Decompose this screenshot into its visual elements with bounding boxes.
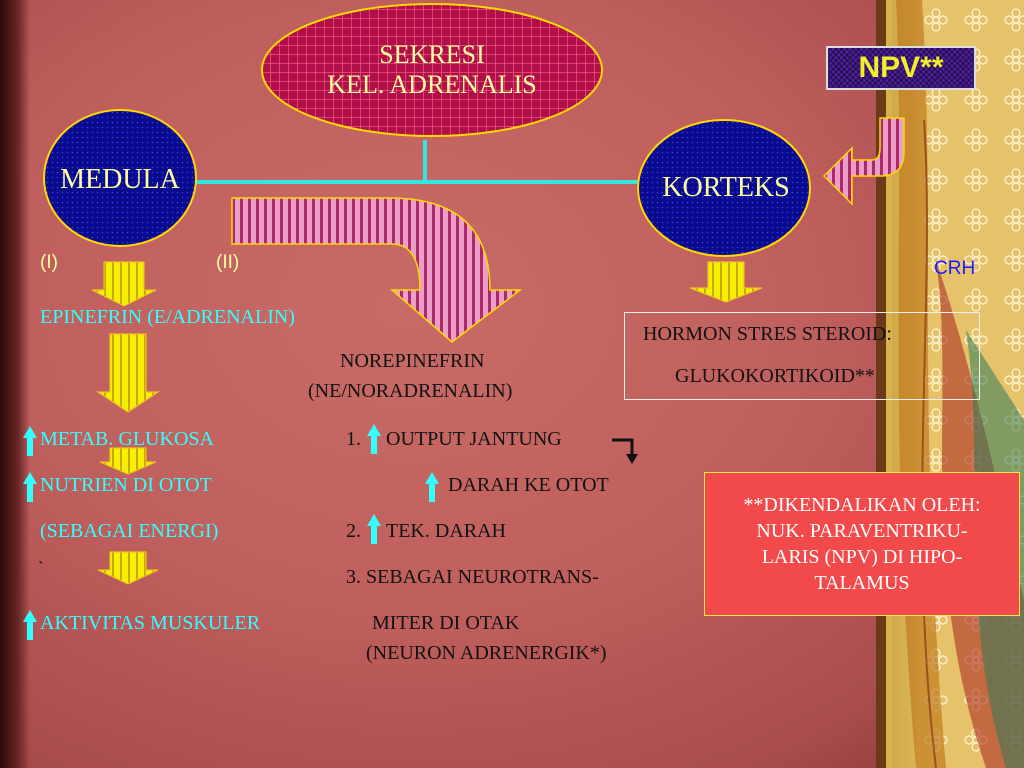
up-arrow-metab-icon	[23, 426, 37, 456]
backtick-mark: `	[38, 558, 44, 578]
neurotransmiter-line2: MITER DI OTAK	[372, 612, 520, 634]
bracket-arrowhead-icon	[626, 454, 638, 464]
effect-number-2: 2.	[346, 520, 361, 542]
sebagai-energi: (SEBAGAI ENERGI)	[40, 520, 219, 542]
npv-note-box	[704, 472, 1020, 616]
norepinefrin-line2: (NE/NORADRENALIN)	[308, 380, 513, 402]
note-line4: TALAMUS	[814, 572, 910, 594]
up-arrow-tek-icon	[367, 514, 381, 544]
npv-label: NPV**	[858, 51, 944, 84]
hormon-line1: HORMON STRES STEROID:	[643, 323, 892, 345]
curved-arrow-npv-to-korteks	[824, 118, 904, 204]
up-arrow-darah-icon	[425, 472, 439, 502]
epinefrin-label: EPINEFRIN (E/ADRENALIN)	[40, 306, 295, 328]
neurotransmiter-line1: 3. SEBAGAI NEUROTRANS-	[346, 566, 599, 588]
crh-label: CRH	[934, 258, 976, 279]
note-line3: LARIS (NPV) DI HIPO-	[761, 546, 963, 568]
hormon-box	[624, 312, 980, 400]
tek-darah: TEK. DARAH	[386, 520, 506, 542]
medula-label: MEDULA	[60, 164, 180, 195]
nutrien-di-otot: NUTRIEN DI OTOT	[40, 474, 212, 496]
darah-ke-otot: DARAH KE OTOT	[448, 474, 609, 496]
up-arrow-aktivitas-icon	[23, 610, 37, 640]
korteks-label: KORTEKS	[662, 172, 790, 203]
path-ii-label: (II)	[216, 252, 240, 273]
up-arrow-output-icon	[367, 424, 381, 454]
sekresi-title	[262, 30, 602, 110]
metab-glukosa: METAB. GLUKOSA	[40, 428, 214, 450]
norepinefrin-line1: NOREPINEFRIN	[340, 350, 485, 372]
note-line1: **DIKENDALIKAN OLEH:	[743, 494, 981, 516]
output-jantung: OUTPUT JANTUNG	[386, 428, 562, 450]
npv-box	[826, 46, 976, 90]
arrow-between-metab-nutrien	[100, 448, 156, 474]
note-line2: NUK. PARAVENTRIKU-	[756, 520, 968, 542]
arrow-energi-to-aktivitas	[98, 552, 158, 584]
neurotransmiter-line3: (NEURON ADRENERGIK*)	[366, 642, 607, 664]
aktivitas-muskuler: AKTIVITAS MUSKULER	[40, 612, 261, 634]
path-i-label: (I)	[40, 252, 58, 273]
up-arrow-nutrien-icon	[23, 472, 37, 502]
effect-number-1: 1.	[346, 428, 361, 450]
sekresi-line2: KEL. ADRENALIS	[327, 70, 537, 99]
hormon-line2: GLUKOKORTIKOID**	[675, 365, 875, 387]
sekresi-line1: SEKRESI	[379, 40, 485, 69]
arrow-epinefrin-to-effects	[98, 334, 158, 412]
bracket-arrow-icon	[612, 440, 632, 456]
arrow-medula-to-epinefrin	[92, 262, 156, 306]
arrow-korteks-to-hormon	[690, 262, 762, 302]
